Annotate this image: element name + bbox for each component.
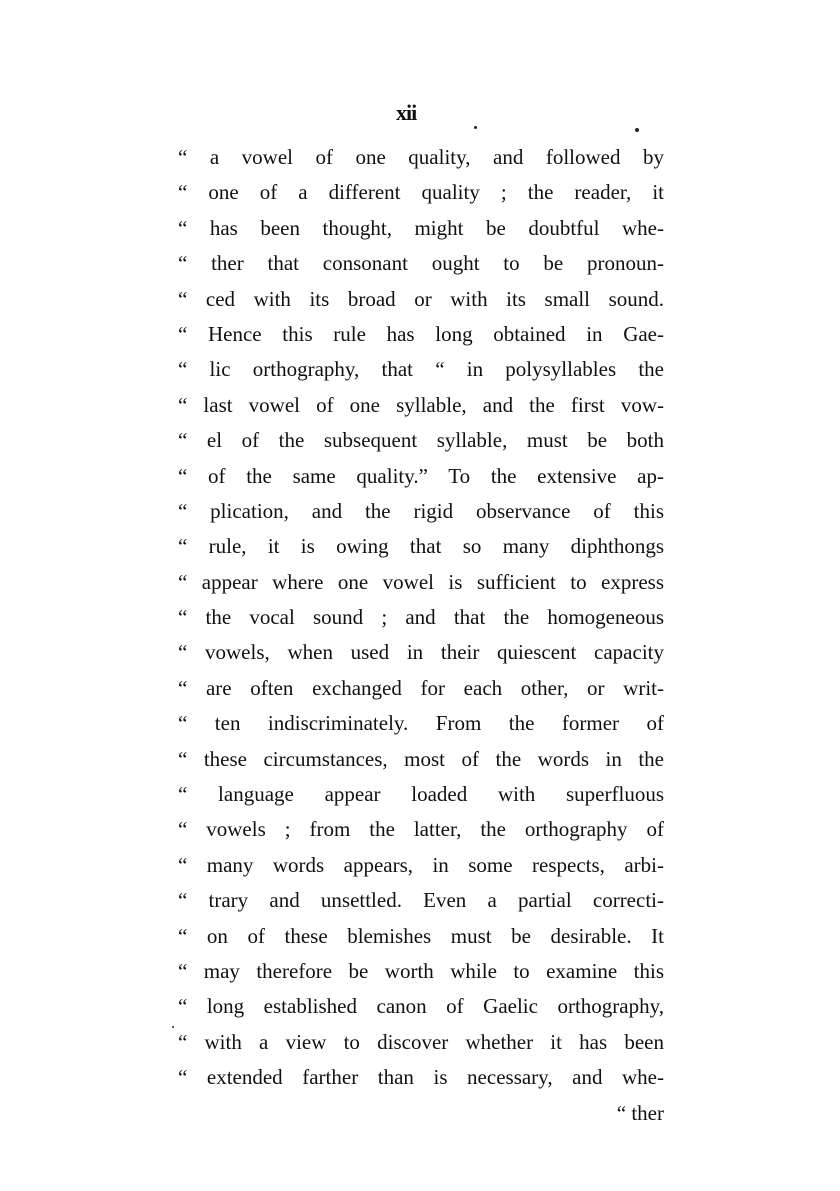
text-line: “ rule, it is owing that so many diphthongs: [178, 534, 664, 559]
page-number: xii: [396, 100, 417, 125]
text-line: “ are often exchanged for each other, or writ-: [178, 675, 664, 700]
text-line: “ of the same quality.” To the extensive ap-: [178, 463, 664, 488]
body-text: [178, 140, 664, 1131]
text-line: “ last vowel of one syllable, and the first vow-: [178, 392, 664, 417]
text-line: “ long established canon of Gaelic orthography,: [178, 994, 664, 1019]
text-line: “ trary and unsettled. Even a partial correcti-: [178, 888, 664, 913]
text-line: “ plication, and the rigid observance of this: [178, 498, 664, 523]
text-line: “ vowels ; from the latter, the orthography of: [178, 817, 664, 842]
text-line: “ may therefore be worth while to examine this: [178, 958, 664, 983]
text-line: “ el of the subsequent syllable, must be both: [178, 428, 664, 453]
text-line: “ appear where one vowel is sufficient to express: [178, 569, 664, 594]
text-line: “ has been thought, might be doubtful whe-: [178, 215, 664, 240]
text-line: “ ther that consonant ought to be pronoun-: [178, 251, 664, 276]
text-line: “ the vocal sound ; and that the homogeneous: [178, 605, 664, 630]
text-line: “ on of these blemishes must be desirable. It: [178, 923, 664, 948]
catchword-line: “ ther: [616, 1100, 664, 1125]
text-line: “ with a view to discover whether it has been: [178, 1029, 664, 1054]
text-line: “ many words appears, in some respects, arbi-: [178, 852, 664, 877]
ink-speck: [172, 1026, 174, 1028]
text-line: “ one of a different quality ; the reader, it: [178, 180, 664, 205]
text-line: “ these circumstances, most of the words in the: [178, 746, 664, 771]
text-line: “ a vowel of one quality, and followed by: [178, 145, 664, 169]
text-line: “ lic orthography, that “ in polysyllables the: [178, 357, 664, 382]
ink-speck: [635, 128, 639, 132]
text-line: “ ten indiscriminately. From the former of: [178, 711, 664, 736]
text-line: “ Hence this rule has long obtained in Gae-: [178, 321, 664, 346]
text-line: “ ced with its broad or with its small sound.: [178, 286, 664, 311]
ink-speck: [474, 126, 477, 129]
text-line: “ vowels, when used in their quiescent capacity: [178, 640, 664, 665]
text-line: “ extended farther than is necessary, and whe-: [178, 1065, 664, 1090]
text-line: “ language appear loaded with superfluous: [178, 782, 664, 807]
